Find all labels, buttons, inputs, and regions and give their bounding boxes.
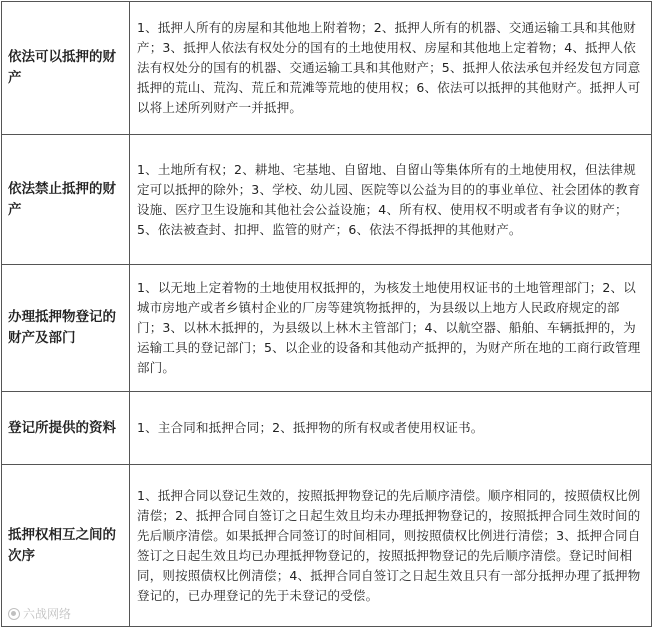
row-label: 依法可以抵押的财产 [2, 2, 130, 135]
row-label: 登记所提供的资料 [2, 392, 130, 465]
brand-logo-icon [8, 608, 20, 620]
table-row [2, 392, 652, 465]
row-content: 1、主合同和抵押合同；2、抵押物的所有权或者使用权证书。 [130, 392, 652, 465]
row-label: 依法禁止抵押的财产 [2, 135, 130, 265]
row-content: 1、土地所有权；2、耕地、宅基地、自留地、自留山等集体所有的土地使用权，但法律规定可以抵押的除外；3、学校、幼儿园、医院等以公益为目的的事业单位、社会团体的教育设施、医疗卫生设施和其他社会公益设施；4、所有权、使用权不明或者有争议的财产；5、依法被查封、扣押、监管的财产；6、依法不得抵押的其他财产。 [130, 135, 652, 265]
row-label: 抵押权相互之间的次序 [2, 465, 130, 627]
table-row [2, 465, 652, 627]
row-content: 1、以无地上定着物的土地使用权抵押的，为核发土地使用权证书的土地管理部门；2、以城市房地产或者乡镇村企业的厂房等建筑物抵押的，为县级以上地方人民政府规定的部门；3、以林木抵押的，为县级以上林木主管部门；4、以航空器、船舶、车辆抵押的，为运输工具的登记部门；5、以企业的设备和其他动产抵押的，为财产所在地的工商行政管理部门。 [130, 265, 652, 392]
mortgage-property-table [1, 1, 652, 627]
table-row [2, 265, 652, 392]
watermark [8, 605, 71, 622]
table-row [2, 2, 652, 135]
watermark-text: 六战网络 [23, 607, 72, 621]
row-label: 办理抵押物登记的财产及部门 [2, 265, 130, 392]
row-content: 1、抵押合同以登记生效的，按照抵押物登记的先后顺序清偿。顺序相同的，按照债权比例清偿；2、抵押合同自签订之日起生效且均未办理抵押物登记的，按照抵押合同生效时间的先后顺序清偿。如果抵押合同签订的时间相同，则按照债权比例进行清偿；3、抵押合同自签订之日起生效且均已办理抵押物登记的，按照抵押物登记的先后顺序清偿。登记时间相同，则按照债权比例清偿；4、抵押合同自签订之日起生效且只有一部分抵押办理了抵押物登记的，已办理登记的先于未登记的受偿。 [130, 465, 652, 627]
table-row [2, 135, 652, 265]
row-content: 1、抵押人所有的房屋和其他地上附着物；2、抵押人所有的机器、交通运输工具和其他财产；3、抵押人依法有权处分的国有的土地使用权、房屋和其他地上定着物；4、抵押人依法有权处分的国有的机器、交通运输工具和其他财产；5、抵押人依法承包并经发包方同意抵押的荒山、荒沟、荒丘和荒滩等荒地的使用权；6、依法可以抵押的其他财产。抵押人可以将上述所列财产一并抵押。 [130, 2, 652, 135]
